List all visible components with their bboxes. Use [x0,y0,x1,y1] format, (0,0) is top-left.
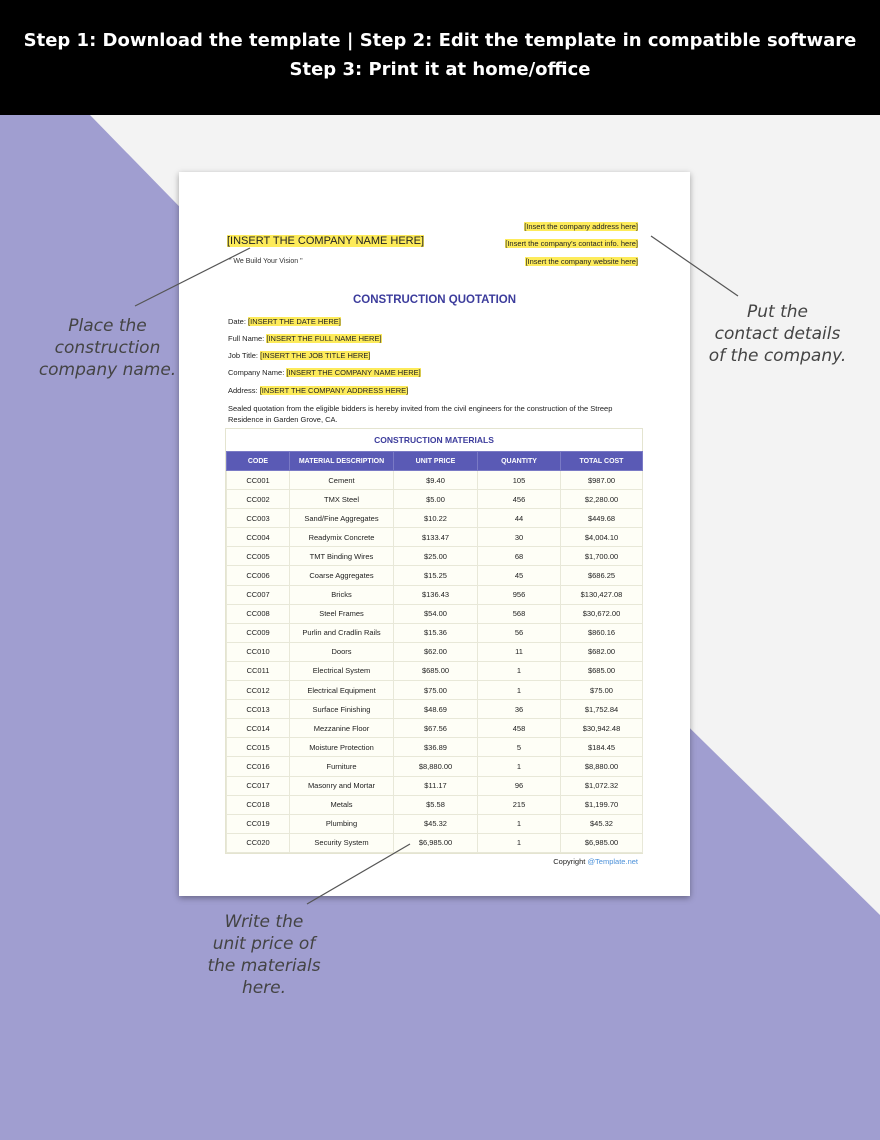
col-header-unit-price: UNIT PRICE [394,452,478,471]
cell-total-cost: $1,700.00 [561,547,643,566]
cell-code: CC013 [227,700,290,719]
cell-code: CC014 [227,719,290,738]
cell-quantity: 5 [478,738,561,757]
tagline: " We Build Your Vision " [229,258,303,265]
cell-description: TMT Binding Wires [290,547,394,566]
cell-total-cost: $30,672.00 [561,604,643,623]
cell-unit-price: $75.00 [394,681,478,700]
callout-line-company [135,248,250,306]
cell-quantity: 11 [478,642,561,661]
cell-code: CC018 [227,795,290,814]
cell-quantity: 1 [478,661,561,680]
col-header-code: CODE [227,452,290,471]
cell-description: Electrical Equipment [290,681,394,700]
cell-unit-price: $15.36 [394,623,478,642]
cell-total-cost: $4,004.10 [561,528,643,547]
contact-placeholder: [Insert the company's contact info. here] [505,239,638,248]
cell-description: Security System [290,833,394,852]
table-title: CONSTRUCTION MATERIALS [374,435,494,445]
cell-unit-price: $45.32 [394,814,478,833]
cell-unit-price: $54.00 [394,604,478,623]
job-title-field: Job Title: [INSERT THE JOB TITLE HERE] [228,351,371,360]
cell-code: CC001 [227,471,290,490]
callout-line-contact [651,236,738,296]
cell-quantity: 215 [478,795,561,814]
full-name-field: Full Name: [INSERT THE FULL NAME HERE] [228,334,382,343]
cell-description: Electrical System [290,661,394,680]
cell-total-cost: $130,427.08 [561,585,643,604]
company-name-field: Company Name: [INSERT THE COMPANY NAME HERE] [228,368,421,377]
cell-unit-price: $5.00 [394,490,478,509]
cell-total-cost: $2,280.00 [561,490,643,509]
cell-description: Metals [290,795,394,814]
cell-quantity: 568 [478,604,561,623]
cell-description: Steel Frames [290,604,394,623]
cell-quantity: 1 [478,814,561,833]
cell-code: CC020 [227,833,290,852]
cell-description: Readymix Concrete [290,528,394,547]
cell-description: Plumbing [290,814,394,833]
cell-quantity: 36 [478,700,561,719]
template-link[interactable]: @Template.net [587,857,638,866]
cell-unit-price: $685.00 [394,661,478,680]
cell-total-cost: $685.00 [561,661,643,680]
cell-code: CC019 [227,814,290,833]
cell-total-cost: $184.45 [561,738,643,757]
cell-unit-price: $62.00 [394,642,478,661]
cell-total-cost: $45.32 [561,814,643,833]
banner-line-1: Step 1: Download the template | Step 2: Edit the template in compatible software [23,30,857,51]
cell-description: Moisture Protection [290,738,394,757]
cell-description: Doors [290,642,394,661]
cell-code: CC012 [227,681,290,700]
cell-quantity: 1 [478,833,561,852]
cell-total-cost: $860.16 [561,623,643,642]
cell-total-cost: $987.00 [561,471,643,490]
cell-quantity: 68 [478,547,561,566]
col-header-quantity: QUANTITY [478,452,561,471]
cell-description: Furniture [290,757,394,776]
cell-description: Cement [290,471,394,490]
cell-unit-price: $5.58 [394,795,478,814]
cell-code: CC002 [227,490,290,509]
cell-description: Purlin and Cradlin Rails [290,623,394,642]
callout-price: Write the unit price of the materials here. [207,912,321,998]
intro-paragraph: Sealed quotation from the eligible bidders is hereby invited from the civil engineers for the construction of the Streep Residence in Garden Grove, CA. [228,404,613,424]
cell-code: CC006 [227,566,290,585]
cell-code: CC008 [227,604,290,623]
cell-total-cost: $682.00 [561,642,643,661]
cell-quantity: 1 [478,757,561,776]
cell-unit-price: $9.40 [394,471,478,490]
cell-code: CC017 [227,776,290,795]
cell-description: Sand/Fine Aggregates [290,509,394,528]
cell-quantity: 1 [478,681,561,700]
cell-total-cost: $75.00 [561,681,643,700]
banner-line-2: Step 3: Print it at home/office [289,59,591,80]
cell-total-cost: $8,880.00 [561,757,643,776]
col-header-total-cost: TOTAL COST [561,452,643,471]
company-name-placeholder: [INSERT THE COMPANY NAME HERE] [227,235,425,247]
cell-code: CC003 [227,509,290,528]
cell-code: CC015 [227,738,290,757]
cell-quantity: 30 [478,528,561,547]
cell-quantity: 956 [478,585,561,604]
callout-line-price [307,844,410,904]
cell-total-cost: $1,752.84 [561,700,643,719]
cell-code: CC007 [227,585,290,604]
cell-description: Coarse Aggregates [290,566,394,585]
cell-unit-price: $133.47 [394,528,478,547]
cell-code: CC016 [227,757,290,776]
website-placeholder: [Insert the company website here] [525,257,638,266]
cell-quantity: 456 [478,490,561,509]
cell-total-cost: $1,072.32 [561,776,643,795]
cell-quantity: 458 [478,719,561,738]
cell-description: Masonry and Mortar [290,776,394,795]
cell-quantity: 56 [478,623,561,642]
cell-unit-price: $6,985.00 [394,833,478,852]
cell-description: Bricks [290,585,394,604]
cell-code: CC011 [227,661,290,680]
cell-total-cost: $1,199.70 [561,795,643,814]
date-field: Date: [INSERT THE DATE HERE] [228,317,341,326]
address-placeholder: [Insert the company address here] [524,222,638,231]
cell-unit-price: $8,880.00 [394,757,478,776]
cell-quantity: 105 [478,471,561,490]
callout-contact: Put the contact details of the company. [708,302,847,366]
cell-code: CC009 [227,623,290,642]
address-field: Address: [INSERT THE COMPANY ADDRESS HERE] [228,386,409,395]
cell-unit-price: $11.17 [394,776,478,795]
cell-code: CC004 [227,528,290,547]
copyright: Copyright @Template.net [553,857,638,866]
cell-quantity: 96 [478,776,561,795]
cell-total-cost: $686.25 [561,566,643,585]
cell-unit-price: $10.22 [394,509,478,528]
cell-code: CC010 [227,642,290,661]
cell-total-cost: $6,985.00 [561,833,643,852]
cell-unit-price: $48.69 [394,700,478,719]
col-header-description: MATERIAL DESCRIPTION [290,452,394,471]
cell-code: CC005 [227,547,290,566]
document-title: CONSTRUCTION QUOTATION [352,294,517,306]
cell-unit-price: $136.43 [394,585,478,604]
cell-description: Surface Finishing [290,700,394,719]
cell-unit-price: $67.56 [394,719,478,738]
cell-unit-price: $25.00 [394,547,478,566]
callout-company: Place the construction company name. [38,316,177,380]
cell-total-cost: $30,942.48 [561,719,643,738]
cell-total-cost: $449.68 [561,509,643,528]
cell-quantity: 44 [478,509,561,528]
cell-unit-price: $36.89 [394,738,478,757]
cell-description: Mezzanine Floor [290,719,394,738]
cell-description: TMX Steel [290,490,394,509]
cell-quantity: 45 [478,566,561,585]
cell-unit-price: $15.25 [394,566,478,585]
